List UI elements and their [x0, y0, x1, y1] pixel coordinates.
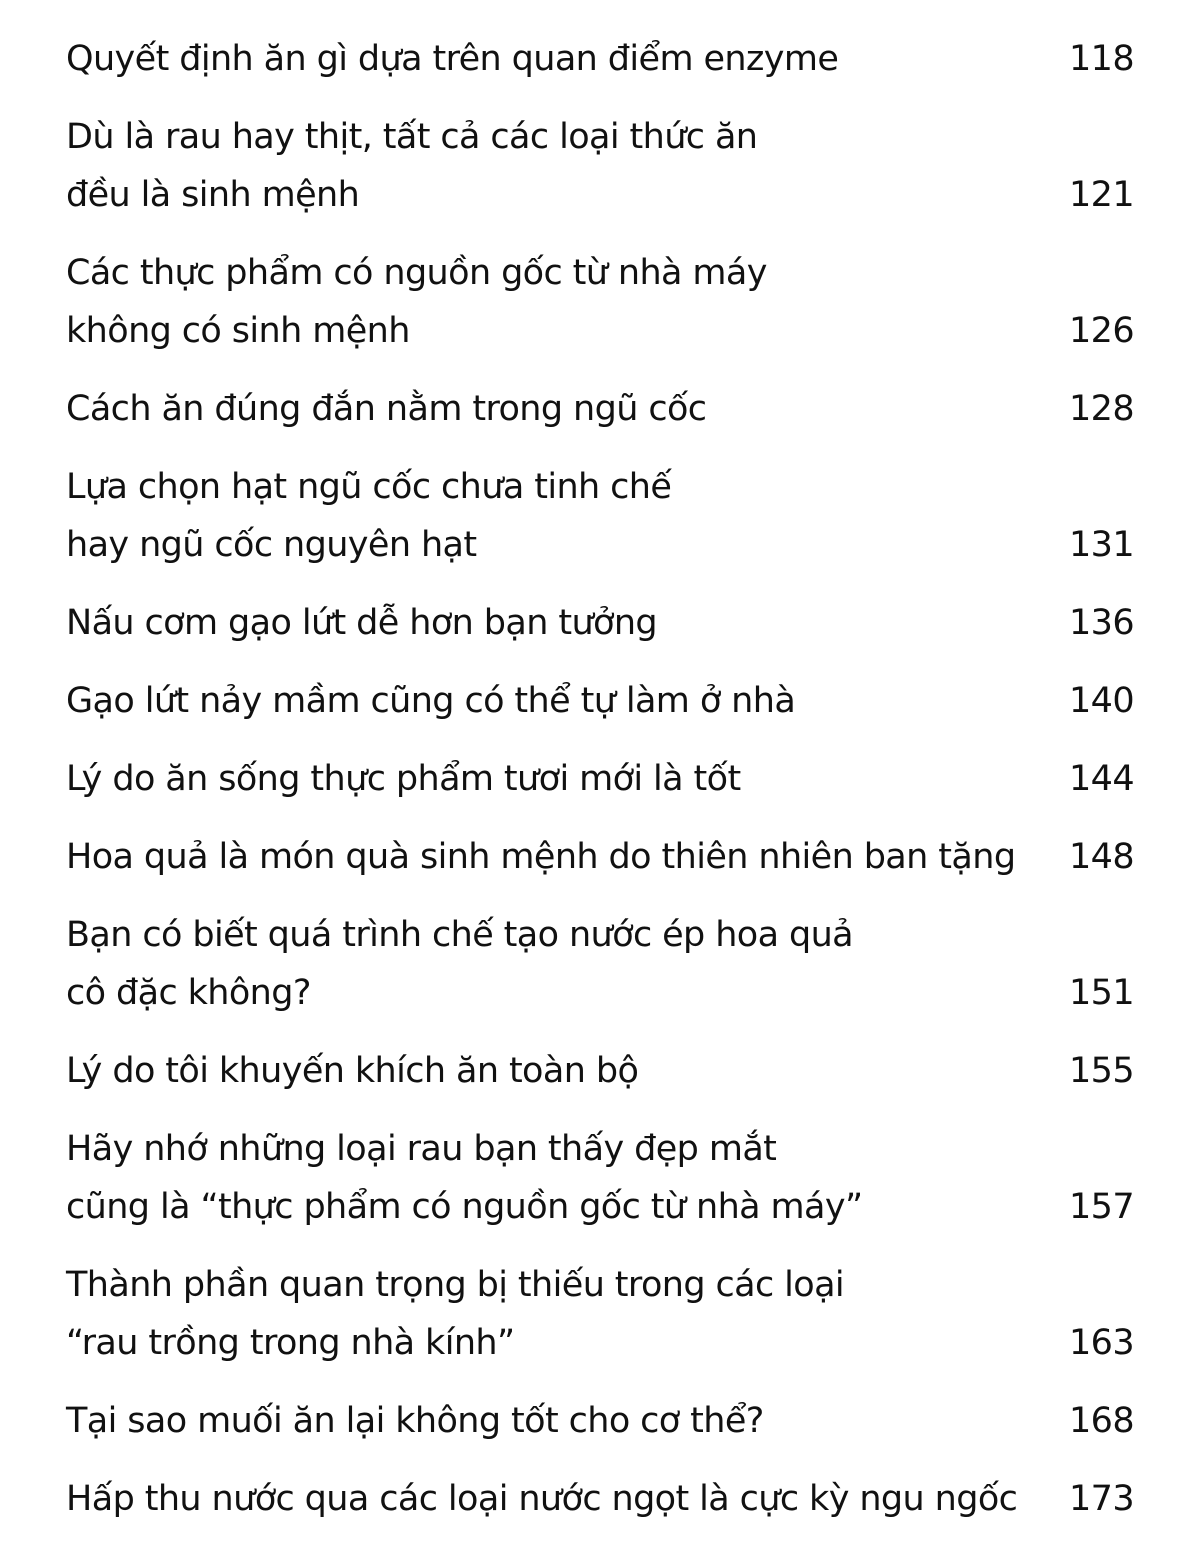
toc-entry-page-number: 151 [1068, 973, 1134, 1013]
toc-entry-page-number: 121 [1068, 175, 1134, 215]
toc-entry-page-number: 168 [1068, 1401, 1134, 1441]
toc-entry-title: Hấp thu nước qua các loại nước ngọt là cực kỳ ngu ngốc [66, 1479, 1018, 1519]
toc-entry [66, 594, 1136, 652]
toc-entry-title: Hãy nhớ những loại rau bạn thấy đẹp mắt cũng là “thực phẩm có nguồn gốc từ nhà máy” [66, 1129, 863, 1227]
toc-entry-title: Lựa chọn hạt ngũ cốc chưa tinh chế hay ngũ cốc nguyên hạt [66, 467, 672, 565]
toc-entry-page-number: 140 [1068, 681, 1134, 721]
toc-entry [66, 906, 1136, 1022]
toc-entry-title: Bạn có biết quá trình chế tạo nước ép hoa quả cô đặc không? [66, 915, 854, 1013]
toc-entry-title: Các thực phẩm có nguồn gốc từ nhà máy không có sinh mệnh [66, 253, 767, 351]
toc-entry-page-number: 128 [1068, 389, 1134, 429]
toc-entry [66, 828, 1136, 886]
toc-entry-page-number: 131 [1068, 525, 1134, 565]
toc-entry-page-number: 173 [1068, 1479, 1134, 1519]
toc-entry-title: Tại sao muối ăn lại không tốt cho cơ thể? [66, 1401, 764, 1441]
toc-entry-page-number: 136 [1068, 603, 1134, 643]
toc-entry [66, 30, 1136, 88]
toc-entry [66, 1470, 1136, 1528]
toc-entry-page-number: 157 [1068, 1187, 1134, 1227]
toc-entry-page-number: 155 [1068, 1051, 1134, 1091]
toc-entry-title: Lý do tôi khuyến khích ăn toàn bộ [66, 1051, 639, 1091]
toc-entry-title: Dù là rau hay thịt, tất cả các loại thức ăn đều là sinh mệnh [66, 117, 758, 215]
toc-entry-title: Hoa quả là món quà sinh mệnh do thiên nhiên ban tặng [66, 837, 1016, 877]
toc-entry-title: Lý do ăn sống thực phẩm tươi mới là tốt [66, 759, 741, 799]
toc-entry [66, 1256, 1136, 1372]
toc-entry [66, 380, 1136, 438]
toc-entry [66, 672, 1136, 730]
table-of-contents [66, 30, 1136, 1528]
toc-entry [66, 108, 1136, 224]
toc-entry-title: Cách ăn đúng đắn nằm trong ngũ cốc [66, 389, 707, 429]
toc-entry [66, 750, 1136, 808]
toc-entry-page-number: 144 [1068, 759, 1134, 799]
toc-entry-title: Gạo lứt nảy mầm cũng có thể tự làm ở nhà [66, 681, 796, 721]
toc-entry-page-number: 126 [1068, 311, 1134, 351]
toc-entry [66, 244, 1136, 360]
toc-entry-page-number: 163 [1068, 1323, 1134, 1363]
toc-entry [66, 458, 1136, 574]
toc-entry [66, 1392, 1136, 1450]
toc-entry [66, 1120, 1136, 1236]
toc-entry-title: Nấu cơm gạo lứt dễ hơn bạn tưởng [66, 603, 658, 643]
toc-entry-page-number: 118 [1068, 39, 1134, 79]
toc-entry-title: Quyết định ăn gì dựa trên quan điểm enzyme [66, 39, 839, 79]
toc-entry-title: Thành phần quan trọng bị thiếu trong các loại “rau trồng trong nhà kính” [66, 1265, 845, 1363]
toc-entry-page-number: 148 [1068, 837, 1134, 877]
toc-entry [66, 1042, 1136, 1100]
